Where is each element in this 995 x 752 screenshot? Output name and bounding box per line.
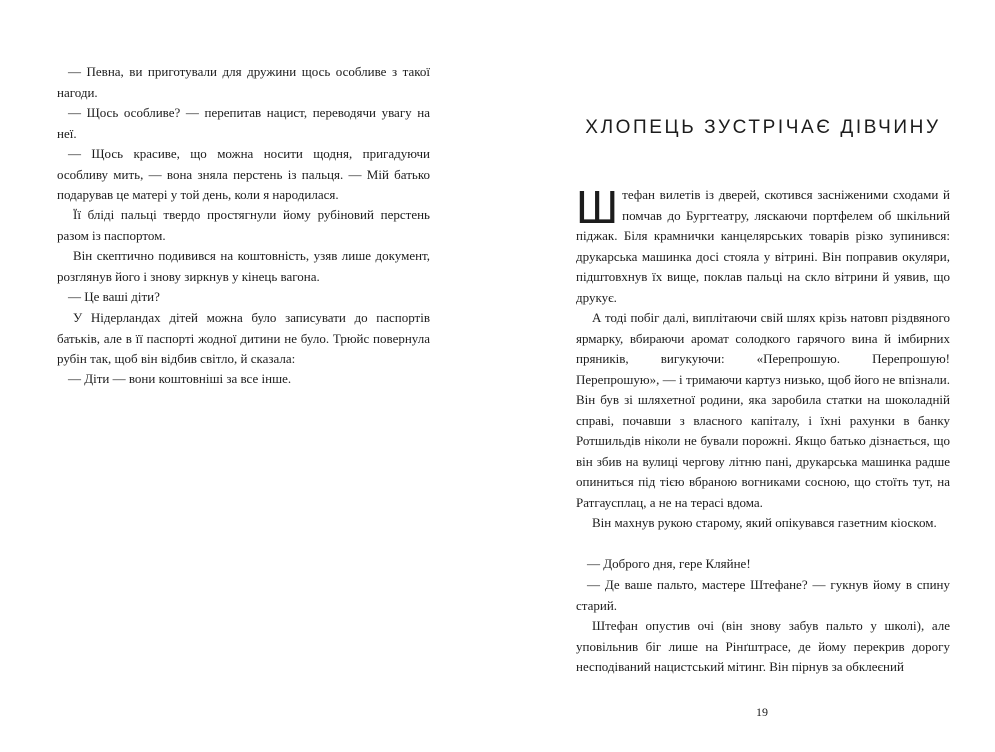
paragraph: Він махнув рукою старому, який опікувався газетним кіоском. [592, 515, 937, 530]
paragraph: Штефан опустив очі (він знову забув пальто у школі), але уповільнив біг лише на Рінґштрасе, де йому перекрив дорогу несподіваний нацистський мітинг. Він пірнув за обклеєний [576, 618, 950, 674]
paragraph: У Нідерландах дітей можна було записувати до паспортів батьків, але в її паспорті жодної дитини не було. Трюйс повернула рубін так, щоб він відбив світло, й сказала: [57, 310, 430, 366]
paragraph: — Це ваші діти? [68, 289, 160, 304]
paragraph: Він скептично подивився на коштовність, узяв лише документ, розглянув його і знову зиркнув у кінець вагона. [57, 248, 430, 284]
chapter-title: ХЛОПЕЦЬ ЗУСТРІЧАЄ ДІВЧИНУ [585, 117, 941, 138]
right-page [497, 0, 995, 752]
paragraph: — Де ваше пальто, мастере Штефане? — гукнув йому в спину старий. [576, 577, 950, 613]
paragraph: — Доброго дня, гере Кляйне! [587, 556, 751, 571]
paragraph: — Певна, ви приготували для дружини щось особливе з такої нагоди. [57, 64, 430, 100]
paragraph: — Діти — вони коштовніші за все інше. [68, 371, 292, 386]
drop-cap: Ш [576, 181, 619, 233]
opening-paragraph [576, 181, 950, 308]
paragraph: А тоді побіг далі, виплітаючи свій шлях крізь натовп різдвяного ярмарку, вбираючи аромат солодкого гарячого вина й імбирних пряників, вигукуючи: «Перепрошую. Перепрошую! Перепрошую», — і тримаючи картуз низько, щоб його не впізнали. Він був зі шляхетної родини, яка заробила статки на шоколадній справі, почавши з власного капіталу, і їхні рахунки в банку Ротшильдів ніколи не бували порожні. Якщо батько дізнається, що він збив на вулиці чергову літню пані, друкарська машинка радше опиниться під тією вбраною вогниками сосною, що стоїть тут, на Ратгаусплац, а не на терасі вдома. [576, 310, 950, 510]
opening-paragraph-text: тефан вилетів із дверей, скотився засніженими сходами й помчав до Бургтеатру, ляскаючи портфелем об шкільний піджак. Біля крамнички канцелярських товарів різко зупинився: друкарська машинка досі стояла у вітрині. Він поправив окуляри, підштовхнув їх вище, поклав пальці на скло вітрини й уявив, що друкує. [576, 187, 950, 305]
paragraph: — Щось красиве, що можна носити щодня, пригадуючи особливу мить, — вона зняла перстень із пальця. — Мій батько подарував це матері у той день, коли я народилася. [57, 146, 430, 202]
paragraph: Її бліді пальці твердо простягнули йому рубіновий перстень разом із паспортом. [57, 207, 430, 243]
paragraph: — Щось особливе? — перепитав нацист, переводячи увагу на неї. [57, 105, 430, 141]
page-number: 19 [756, 705, 768, 719]
left-page [0, 0, 497, 752]
